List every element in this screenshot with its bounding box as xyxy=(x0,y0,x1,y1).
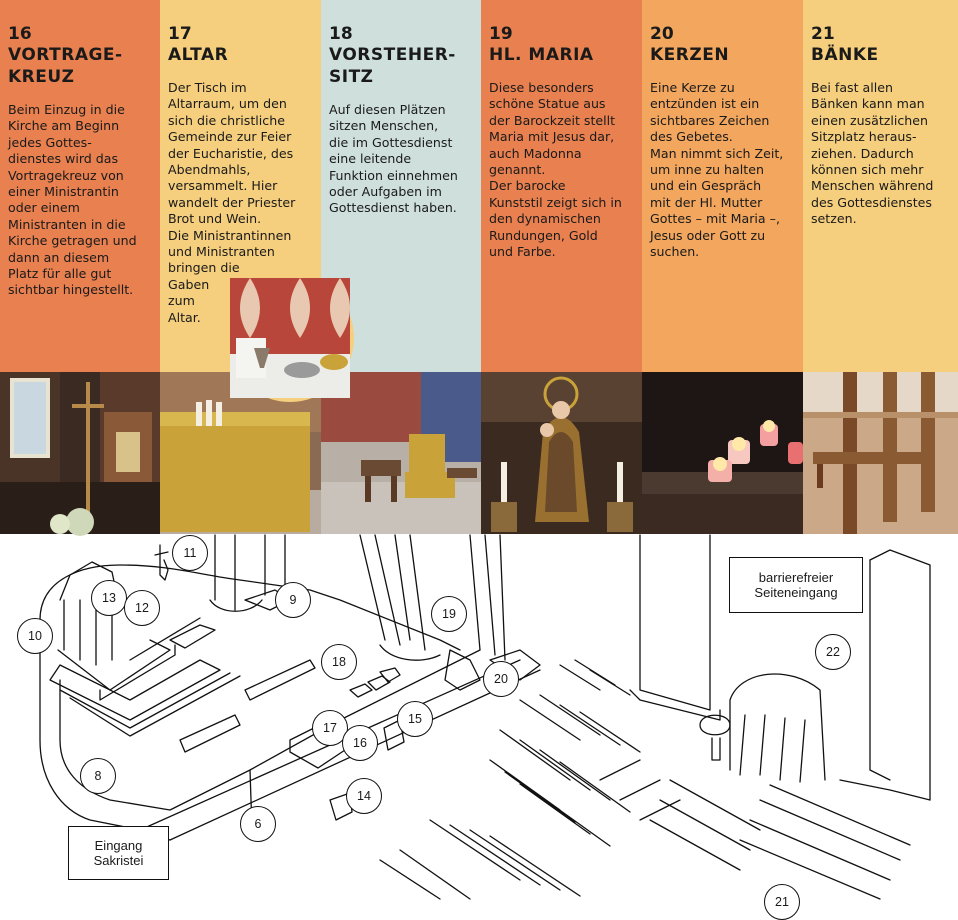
pin-13 xyxy=(91,580,127,616)
column-body: Diese besonders schöne Statue aus der Barockzeit stellt Maria mit Jesus dar, auch Madonna genannt. Der barocke Kunststil zeigt sich in den dynamischen Rundungen, Gold und Farbe. xyxy=(489,80,622,260)
pin-19 xyxy=(431,596,467,632)
column-body: Bei fast allen Bänken kann man einen zusätzlichen Sitzplatz heraus- ziehen. Dadurch können sich mehr Menschen während des Gottesdienstes setzen. xyxy=(811,80,934,227)
column-title: KERZEN xyxy=(650,45,730,65)
column-number: 19 xyxy=(489,24,513,44)
pin-12 xyxy=(124,590,160,626)
pin-label: 17 xyxy=(323,721,337,735)
photo-maria xyxy=(481,372,642,534)
column-number: 21 xyxy=(811,24,835,44)
pin-label: 11 xyxy=(183,546,197,560)
pin-label: 19 xyxy=(442,607,456,621)
pin-9 xyxy=(275,582,311,618)
photo-baenke xyxy=(803,372,958,534)
label-line: barrierefreier xyxy=(758,570,834,585)
column-body: Der Tisch im Altarraum, um den sich die christliche Gemeinde zur Feier der Eucharistie, des Abendmahls, versammelt. Hier wandelt der Priester Brot und Wein. Die Ministrantinnen und Ministranten bringen die Gaben zum Altar. xyxy=(168,80,296,325)
pin-label: 10 xyxy=(28,629,42,643)
column-title: HL. MARIA xyxy=(489,45,594,65)
pin-21 xyxy=(764,884,800,920)
label-line: Seiteneingang xyxy=(754,585,838,600)
column-number: 17 xyxy=(168,24,192,44)
pin-label: 20 xyxy=(494,672,508,686)
pin-label: 8 xyxy=(94,769,102,783)
pin-10 xyxy=(17,618,53,654)
photo-vortragekreuz xyxy=(0,372,160,534)
pin-label: 12 xyxy=(135,601,149,615)
column-body: Auf diesen Plätzen sitzen Menschen, die im Gottesdienst eine leitende Funktion einnehmen oder Aufgaben im Gottesdienst haben. xyxy=(329,102,458,216)
pin-11 xyxy=(172,535,208,571)
label-line: Sakristei xyxy=(93,853,144,868)
column-19 xyxy=(481,0,642,372)
column-21 xyxy=(803,0,958,372)
pin-20 xyxy=(483,661,519,697)
column-title: ALTAR xyxy=(168,45,229,65)
pin-8 xyxy=(80,758,116,794)
column-number: 18 xyxy=(329,24,353,44)
pin-label: 6 xyxy=(254,817,262,831)
column-title: VORSTEHER- SITZ xyxy=(329,45,456,87)
pin-label: 15 xyxy=(408,712,422,726)
label-line: Eingang xyxy=(94,838,143,853)
pin-label: 22 xyxy=(826,645,840,659)
pin-label: 14 xyxy=(357,789,371,803)
column-number: 20 xyxy=(650,24,674,44)
pin-label: 18 xyxy=(332,655,346,669)
pin-6 xyxy=(240,806,276,842)
column-body: Eine Kerze zu entzünden ist ein sichtbares Zeichen des Gebetes. Man nimmt sich Zeit, um inne zu halten und ein Gespräch mit der Hl. Mutter Gottes – mit Maria –, Jesus oder Gott zu suchen. xyxy=(650,80,784,260)
pin-18 xyxy=(321,644,357,680)
label-eingang-sakristei xyxy=(68,826,169,880)
pin-label: 13 xyxy=(102,591,116,605)
altar-detail-photo xyxy=(226,274,354,402)
column-title: VORTRAGE- KREUZ xyxy=(8,45,123,87)
column-number: 16 xyxy=(8,24,32,44)
column-title: BÄNKE xyxy=(811,45,879,65)
column-16 xyxy=(0,0,160,372)
photo-strip xyxy=(0,372,958,534)
pin-label: 16 xyxy=(353,736,367,750)
pin-15 xyxy=(397,701,433,737)
pin-22 xyxy=(815,634,851,670)
pin-label: 21 xyxy=(775,895,789,909)
pin-label: 9 xyxy=(289,593,297,607)
label-seiteneingang xyxy=(729,557,863,613)
church-floor-plan xyxy=(0,534,958,909)
pin-14 xyxy=(346,778,382,814)
photo-kerzen xyxy=(642,372,803,534)
column-20 xyxy=(642,0,803,372)
pin-16 xyxy=(342,725,378,761)
info-columns xyxy=(0,0,958,372)
column-body: Beim Einzug in die Kirche am Beginn jedes Gottes- dienstes wird das Vortragekreuz von einer Ministrantin oder einem Ministranten in die Kirche getragen und dann an diesem Platz für alle gut sichtbar hingestellt. xyxy=(8,102,137,298)
